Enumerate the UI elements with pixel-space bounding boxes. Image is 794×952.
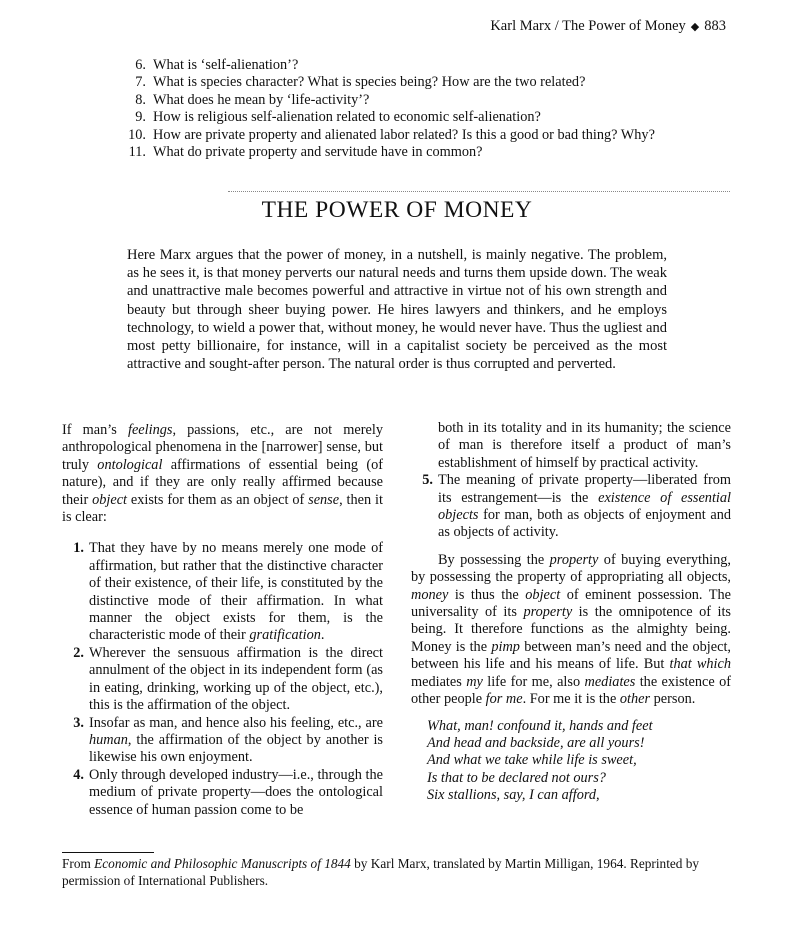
question-number: 9. bbox=[135, 109, 146, 126]
question-number: 8. bbox=[135, 91, 146, 108]
question-number: 11. bbox=[128, 144, 146, 161]
diamond-arrow-icon: ◆ bbox=[690, 21, 700, 33]
poem-line: And what we take while life is sweet, bbox=[427, 752, 637, 769]
section-title: THE POWER OF MONEY bbox=[261, 197, 533, 223]
right-column bbox=[411, 420, 731, 805]
running-title: Karl Marx / The Power of Money bbox=[490, 18, 686, 34]
body-paragraph: By possessing the property of buying everything, by possessing the property of appropriating all objects, money is thus the object of eminent possession. The universality of its property is the omnipotence of its being. It therefore functions as the almighty being. Money is the pimp between man’s need and the object, between his life and his means of life. But that which mediates my life for me, also mediates the existence of other people for me. For me it is the other person. bbox=[411, 551, 732, 708]
question-item bbox=[118, 57, 655, 74]
list-item: 3. Insofar as man, and hence also his feeling, etc., are human, the affirmation of the object by another is likewise his own enjoyment. bbox=[62, 715, 383, 767]
list-item-continuation: both in its totality and in its humanity; the science of man is therefore itself a product of man’s establishment of himself by practical activity. bbox=[438, 420, 731, 471]
question-number: 10. bbox=[128, 126, 146, 143]
list-item: 4. Only through developed industry—i.e., through the medium of private property—does the ontological essence of human passion come to be bbox=[62, 767, 383, 819]
question-list bbox=[118, 57, 655, 161]
list-number: 1. bbox=[73, 540, 84, 557]
question-item bbox=[118, 74, 655, 91]
question-number: 6. bbox=[135, 57, 146, 73]
left-column bbox=[62, 422, 383, 819]
question-number: 7. bbox=[135, 74, 146, 91]
body-paragraph: If man’s feelings, passions, etc., are not merely anthropological phenomena in the [narrower] sense, but truly ontological affirmations of essential being (of nature), and if they are only really affirmed because their object exists for them as an object of sense, then it is clear: bbox=[62, 422, 384, 526]
question-item bbox=[118, 144, 655, 161]
running-header bbox=[490, 18, 726, 35]
question-item bbox=[118, 92, 655, 109]
list-number: 2. bbox=[73, 644, 84, 661]
question-text: What is species character? What is species being? How are the two related? bbox=[153, 74, 586, 91]
question-item bbox=[118, 109, 655, 126]
poem-line: And head and backside, are all yours! bbox=[427, 734, 645, 751]
list-number: 4. bbox=[73, 766, 84, 783]
question-text: What does he mean by ‘life-activity’? bbox=[153, 91, 370, 108]
page-number: 883 bbox=[704, 18, 726, 34]
question-text: What is ‘self-alienation’? bbox=[153, 57, 299, 73]
list-item: 2. Wherever the sensuous affirmation is the direct annulment of the object in its independent form (as in eating, drinking, working up of the object, etc.), this is the affirmation of the object. bbox=[62, 645, 383, 715]
poem-line: Is that to be declared not ours? bbox=[427, 769, 606, 786]
list-item: 5. The meaning of private property—liberated from its estrangement—is the existence of essential objects for man, both as objects of enjoyment and as objects of activity. bbox=[411, 472, 731, 542]
question-item bbox=[118, 127, 655, 144]
numbered-list bbox=[62, 540, 383, 819]
poem-block bbox=[411, 718, 731, 805]
list-item: 1. That they have by no means merely one mode of affirmation, but rather that the distinctive character of their existence, of their life, is constituted by the distinctive mode of their affirmation. In what manner the object exists for them, is the characteristic mode of their gratification. bbox=[62, 540, 383, 644]
footnote-rule bbox=[62, 852, 154, 853]
question-text: What do private property and servitude have in common? bbox=[153, 144, 483, 161]
footnote: From Economic and Philosophic Manuscripts of 1844 by Karl Marx, translated by Martin Milligan, 1964. Reprinted by permission of International Publishers. bbox=[62, 856, 700, 888]
poem-line: What, man! confound it, hands and feet bbox=[427, 717, 653, 734]
list-number: 3. bbox=[73, 714, 84, 731]
poem-line: Six stallions, say, I can afford, bbox=[427, 787, 600, 804]
intro-paragraph: Here Marx argues that the power of money, in a nutshell, is mainly negative. The problem, as he sees it, is that money perverts our natural needs and turns them upside down. The weak and unattractive male becomes powerful and attractive in virtue not of his own strength and beauty but through sheer buying power. He hires lawyers and thinkers, and he employs technology, to wield a power that, without money, he would never have. Thus the ugliest and most petty billionaire, for instance, will in a capitalist society be perceived as the most attractive and sought-after person. The natural order is thus corrupted and perverted. bbox=[127, 247, 667, 373]
question-text: How are private property and alienated labor related? Is this a good or bad thing? Why? bbox=[153, 126, 655, 143]
list-number: 5. bbox=[422, 472, 433, 489]
question-text: How is religious self-alienation related to economic self-alienation? bbox=[153, 109, 541, 126]
section-divider bbox=[228, 191, 730, 192]
